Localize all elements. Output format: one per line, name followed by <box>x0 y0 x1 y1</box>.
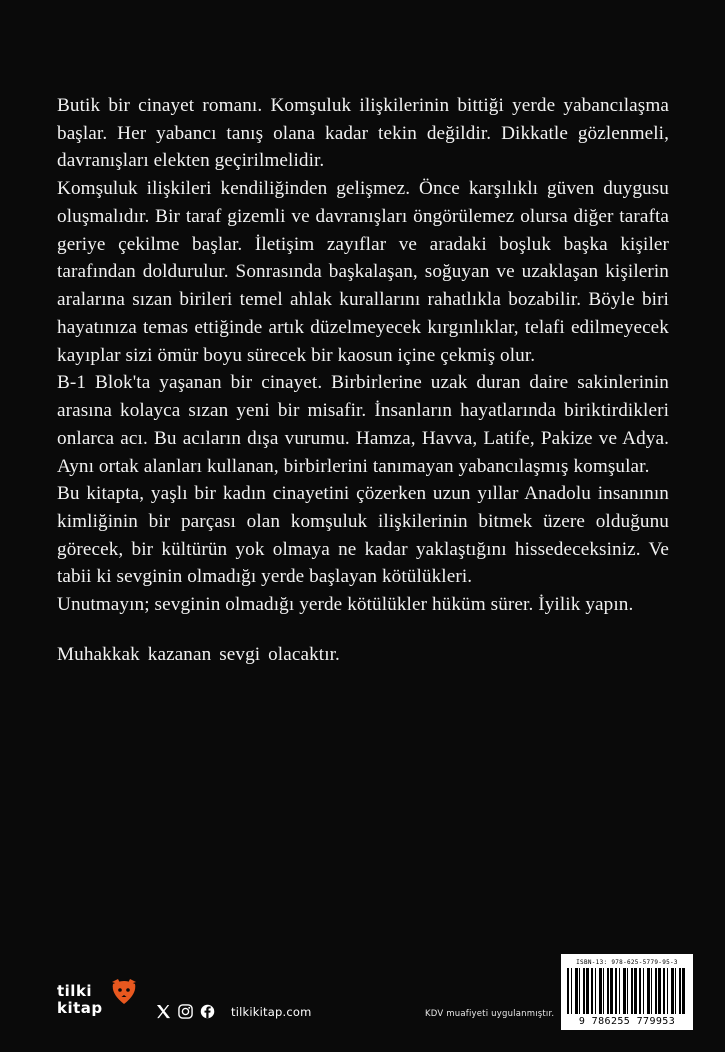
isbn-bottom-label: 9 786255 779953 <box>578 1016 676 1027</box>
back-cover-text <box>57 92 669 669</box>
blurb-paragraph-3: B-1 Blok'ta yaşanan bir cinayet. Birbirlerine uzak duran daire sakinlerinin arasına kolayca sızan yeni bir misafir. İnsanların hayatlarında biriktirdikleri onlarca acı. Bu acıların dışa vurumu. Hamza, Havva, Latife, Pakize ve Adya. Aynı ortak alanları kullanan, birbirlerini tanımayan yabancılaşmış komşular. <box>57 372 669 477</box>
x-twitter-icon[interactable] <box>156 1004 171 1019</box>
facebook-icon[interactable] <box>200 1004 215 1019</box>
fox-icon <box>109 978 139 1006</box>
website-label[interactable]: tilkikitap.com <box>231 1004 312 1019</box>
social-links <box>156 1004 311 1019</box>
publisher-logo <box>57 984 131 1026</box>
cover-footer <box>0 932 725 1052</box>
tax-note: KDV muafiyeti uygulanmıştır. <box>425 1009 555 1019</box>
instagram-icon[interactable] <box>178 1004 193 1019</box>
x-twitter-glyph <box>156 1004 171 1019</box>
publisher-name-line1: tilki <box>57 982 93 1000</box>
paragraph-spacer <box>57 619 669 641</box>
blurb-paragraph-1: Butik bir cinayet romanı. Komşuluk ilişkilerinin bittiği yerde yabancılaşma başlar. Her yabancı tanış olana kadar tekin değildir. Dikkatle gözlenmeli, davranışları elekten geçirilmelidir. <box>57 95 669 172</box>
closing-line: Muhakkak kazanan sevgi olacaktır. <box>57 643 340 665</box>
blurb-paragraph-2: Komşuluk ilişkileri kendiliğinden gelişmez. Önce karşılıklı güven duygusu oluşmalıdır. Bir taraf gizemli ve davranışları öngörülemez olursa diğer tarafta geriye çekilme başlar. İletişim zayıflar ve aradaki boşluk başka kişiler tarafından doldurulur. Sonrasında başkalaşan, soğuyan ve uzaklaşan kişilerin aralarına sızan birileri temel ahlak kurallarını rahatlıkla bozabilir. Böyle biri hayatınıza temas ettiğinde artık düzelmeyecek kırgınlıklar, telafi edilmeyecek kayıplar sizi ömür boyu sürecek bir kaosun içine çekmiş olur. <box>57 178 669 366</box>
facebook-glyph <box>200 1004 215 1019</box>
publisher-name-line2: kitap <box>57 999 103 1017</box>
blurb-paragraph-5: Unutmayın; sevginin olmadığı yerde kötülükler hüküm sürer. İyilik yapın. <box>57 594 634 616</box>
instagram-glyph <box>178 1004 193 1019</box>
barcode <box>561 954 693 1030</box>
blurb-paragraph-4: Bu kitapta, yaşlı bir kadın cinayetini çözerken uzun yıllar Anadolu insanının kimliğinin bir parçası olan komşuluk ilişkilerinin bitmek üzere olduğunu görecek, bir kültürün yok olmaya ne kadar yaklaştığını hissedeceksiniz. Ve tabii ki sevginin olmadığı yerde başlayan kötülükleri. <box>57 483 669 588</box>
barcode-bars <box>567 968 687 1014</box>
isbn-top-label: ISBN-13: 978-625-5779-95-3 <box>576 959 678 966</box>
